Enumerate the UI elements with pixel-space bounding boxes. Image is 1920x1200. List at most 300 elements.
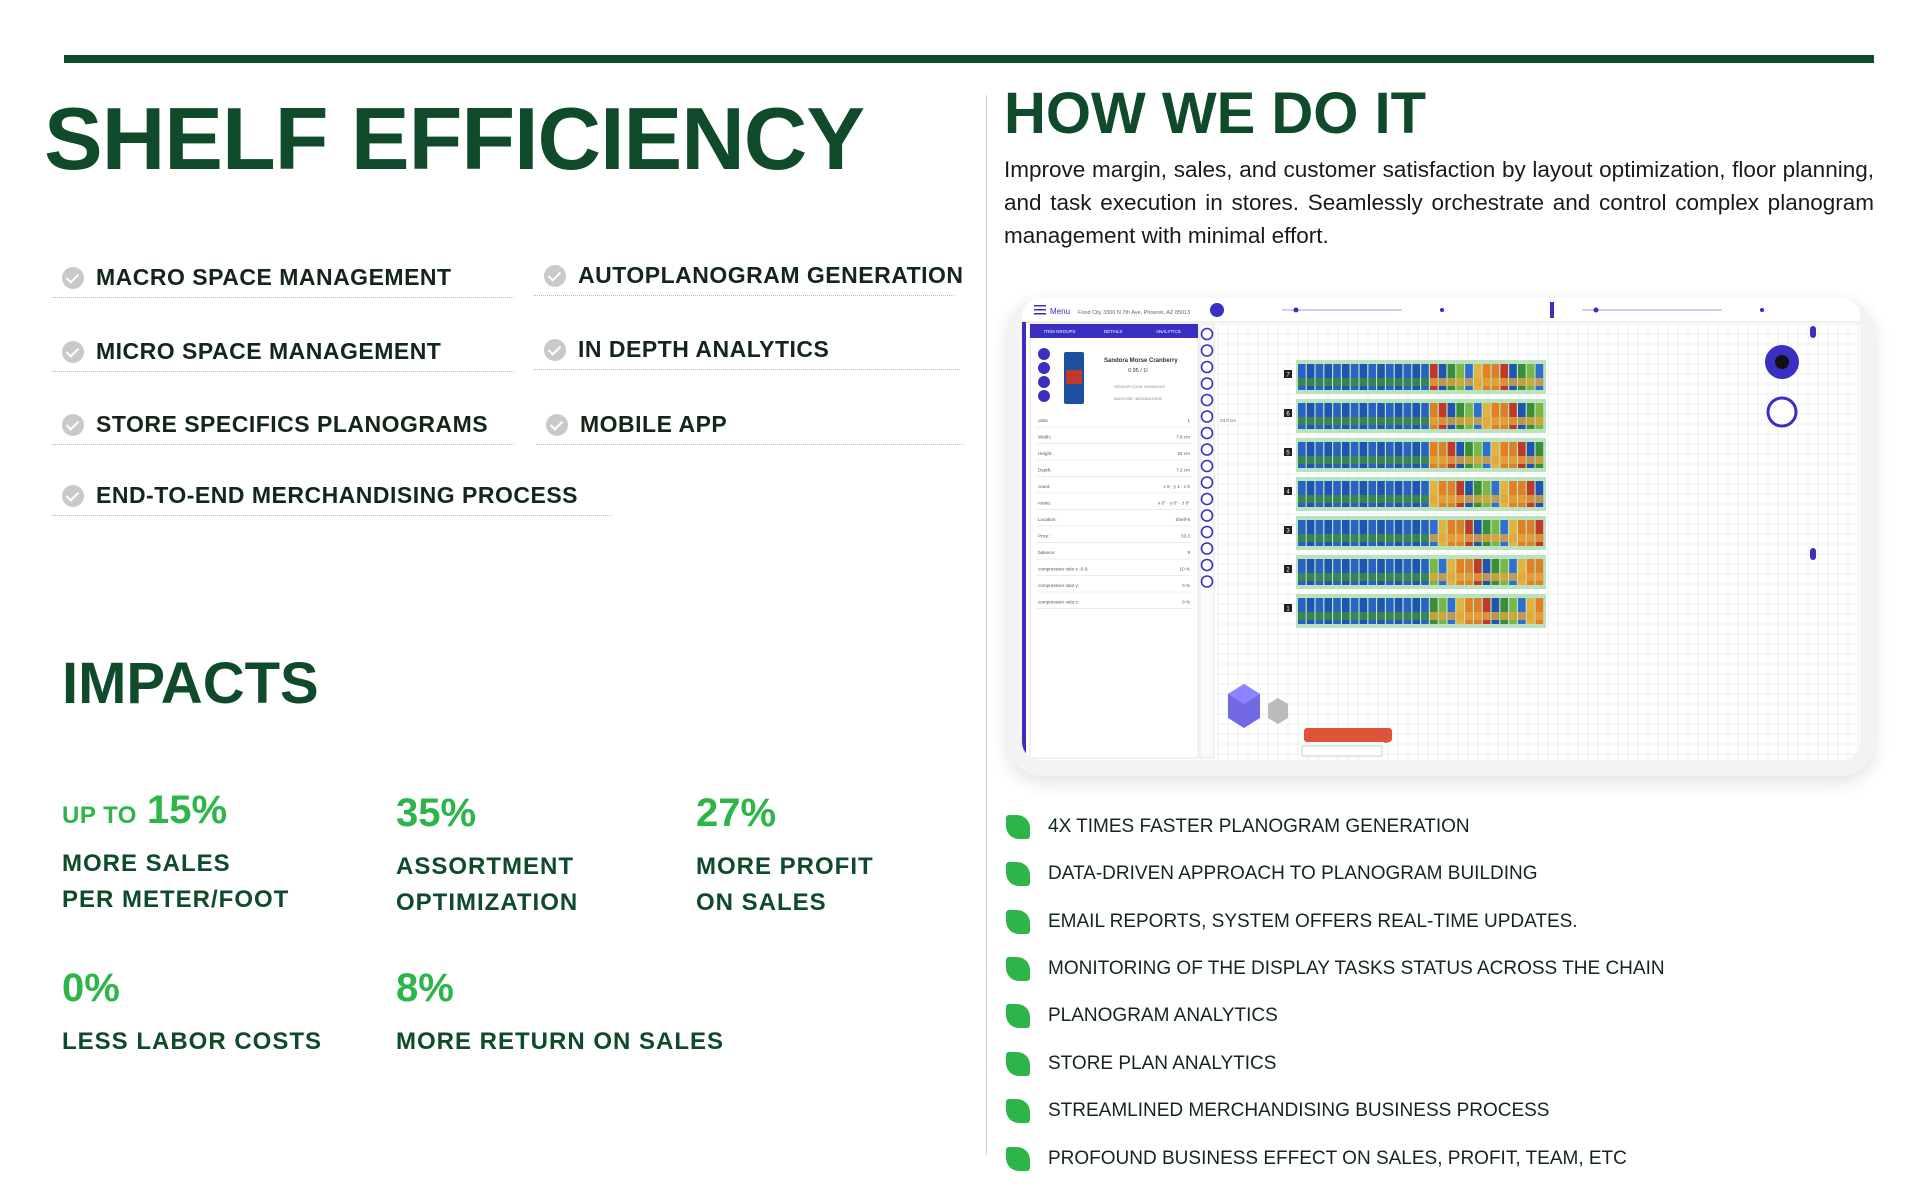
benefit-label: DATA-DRIVEN APPROACH TO PLANOGRAM BUILDING bbox=[1048, 863, 1538, 884]
leaf-bullet-icon bbox=[1006, 1052, 1030, 1076]
product-facing bbox=[1404, 442, 1412, 468]
benefit-item bbox=[1006, 859, 1538, 889]
product-facing bbox=[1430, 520, 1438, 546]
store-address: Food City 3300 N 7th Ave, Phoenix, AZ 85013 bbox=[1078, 310, 1191, 316]
product-label bbox=[1456, 612, 1464, 620]
product-label bbox=[1360, 378, 1368, 386]
product-facing bbox=[1536, 442, 1544, 468]
product-label bbox=[1316, 417, 1324, 425]
check-circle-icon bbox=[62, 341, 84, 363]
product-label bbox=[1500, 573, 1508, 581]
product-label bbox=[1333, 456, 1341, 464]
feature-end-to-end bbox=[52, 476, 612, 516]
product-facing bbox=[1360, 403, 1368, 429]
zoom-slider-thumb bbox=[1594, 308, 1599, 313]
product-facing bbox=[1368, 559, 1376, 585]
property-value: 0 % bbox=[1182, 599, 1190, 605]
product-facing bbox=[1395, 520, 1403, 546]
product-facing bbox=[1527, 520, 1535, 546]
product-label bbox=[1492, 378, 1500, 386]
product-facing bbox=[1492, 559, 1500, 585]
product-facing bbox=[1395, 559, 1403, 585]
product-facing bbox=[1324, 481, 1332, 507]
benefit-item bbox=[1006, 1144, 1627, 1174]
product-label bbox=[1483, 534, 1491, 542]
product-label bbox=[1456, 573, 1464, 581]
product-label bbox=[1527, 573, 1535, 581]
product-facing bbox=[1439, 403, 1447, 429]
impact-value bbox=[396, 793, 578, 833]
property-value: 0 % bbox=[1182, 583, 1190, 588]
tool-icon bbox=[1202, 560, 1213, 571]
product-label bbox=[1342, 417, 1350, 425]
product-facing bbox=[1360, 442, 1368, 468]
leaf-bullet-icon bbox=[1006, 1099, 1030, 1123]
impact-value bbox=[696, 793, 874, 833]
product-facing bbox=[1465, 598, 1473, 624]
product-facing bbox=[1316, 403, 1324, 429]
product-facing bbox=[1316, 598, 1324, 624]
impact-label-line: PER METER/FOOT bbox=[62, 886, 290, 913]
toolbar-divider bbox=[1550, 302, 1554, 318]
product-facing bbox=[1448, 481, 1456, 507]
product-label bbox=[1518, 612, 1526, 620]
feature-label: IN DEPTH ANALYTICS bbox=[578, 336, 830, 362]
tool-icon bbox=[1202, 378, 1213, 389]
product-facing bbox=[1518, 364, 1526, 390]
impact-label bbox=[396, 1024, 724, 1060]
product-label bbox=[1448, 534, 1456, 542]
product-facing bbox=[1430, 403, 1438, 429]
product-facing bbox=[1360, 520, 1368, 546]
product-label bbox=[1421, 456, 1429, 464]
vertical-divider bbox=[986, 95, 987, 1155]
product-facing bbox=[1474, 481, 1482, 507]
product-facing bbox=[1509, 559, 1517, 585]
product-facing bbox=[1439, 481, 1447, 507]
product-facing bbox=[1360, 598, 1368, 624]
impact-profit bbox=[696, 793, 874, 921]
product-facing bbox=[1500, 442, 1508, 468]
product-label bbox=[1324, 573, 1332, 581]
bottom-action-bar[interactable] bbox=[1302, 728, 1392, 756]
product-label bbox=[1404, 534, 1412, 542]
product-facing bbox=[1386, 403, 1394, 429]
product-facing bbox=[1500, 481, 1508, 507]
product-facing bbox=[1324, 442, 1332, 468]
product-facing bbox=[1316, 364, 1324, 390]
tab-item-groups[interactable]: ITEM GROUPS bbox=[1044, 329, 1076, 334]
product-label bbox=[1474, 417, 1482, 425]
product-label bbox=[1492, 573, 1500, 581]
tool-icon bbox=[1202, 411, 1213, 422]
tool-icon bbox=[1202, 527, 1213, 538]
product-label bbox=[1333, 573, 1341, 581]
shelf-number: 7 bbox=[1286, 372, 1290, 379]
product-label bbox=[1368, 378, 1376, 386]
product-facing bbox=[1316, 520, 1324, 546]
product-facing bbox=[1527, 598, 1535, 624]
product-label bbox=[1421, 417, 1429, 425]
product-label bbox=[1404, 612, 1412, 620]
product-label bbox=[1430, 573, 1438, 581]
product-facing bbox=[1474, 559, 1482, 585]
product-facing bbox=[1377, 559, 1385, 585]
product-facing bbox=[1518, 559, 1526, 585]
product-label bbox=[1492, 612, 1500, 620]
product-label bbox=[1474, 534, 1482, 542]
product-facing bbox=[1474, 364, 1482, 390]
product-facing bbox=[1333, 364, 1341, 390]
tool-strip[interactable] bbox=[1200, 324, 1214, 758]
product-label bbox=[1412, 573, 1420, 581]
benefit-item bbox=[1006, 1001, 1278, 1031]
panel-tool-icon bbox=[1038, 390, 1050, 402]
product-facing bbox=[1430, 559, 1438, 585]
product-label bbox=[1518, 378, 1526, 386]
product-facing bbox=[1430, 442, 1438, 468]
feature-store-specifics bbox=[52, 405, 514, 445]
product-facing bbox=[1298, 364, 1306, 390]
product-label bbox=[1421, 612, 1429, 620]
product-label bbox=[1509, 612, 1517, 620]
product-label bbox=[1474, 495, 1482, 503]
product-facing bbox=[1421, 442, 1429, 468]
property-key: count: bbox=[1038, 484, 1051, 489]
product-facing bbox=[1492, 442, 1500, 468]
property-key: Height: bbox=[1038, 451, 1053, 456]
feature-label: END-TO-END MERCHANDISING PROCESS bbox=[96, 482, 578, 508]
product-label bbox=[1316, 495, 1324, 503]
product-label bbox=[1456, 534, 1464, 542]
leaf-bullet-icon bbox=[1006, 910, 1030, 934]
product-facing bbox=[1395, 403, 1403, 429]
product-facing bbox=[1456, 481, 1464, 507]
product-label bbox=[1483, 456, 1491, 464]
product-facing bbox=[1430, 481, 1438, 507]
product-facing bbox=[1316, 481, 1324, 507]
product-facing bbox=[1527, 559, 1535, 585]
shelf-number: 1 bbox=[1286, 606, 1290, 613]
product-label bbox=[1483, 573, 1491, 581]
product-label bbox=[1351, 495, 1359, 503]
product-facing bbox=[1351, 403, 1359, 429]
user-avatar-icon[interactable] bbox=[1210, 303, 1224, 317]
product-label bbox=[1377, 456, 1385, 464]
product-label bbox=[1386, 495, 1394, 503]
product-label bbox=[1465, 456, 1473, 464]
impact-value bbox=[62, 790, 289, 830]
product-facing bbox=[1360, 481, 1368, 507]
product-facing bbox=[1421, 559, 1429, 585]
tool-icon bbox=[1202, 329, 1213, 340]
product-label bbox=[1509, 417, 1517, 425]
property-key: Price: bbox=[1038, 533, 1050, 539]
product-label bbox=[1430, 456, 1438, 464]
tab-details[interactable]: DETAILS bbox=[1104, 329, 1123, 334]
product-label bbox=[1456, 417, 1464, 425]
product-label bbox=[1386, 612, 1394, 620]
tool-icon bbox=[1202, 428, 1213, 439]
product-facing bbox=[1456, 559, 1464, 585]
product-label bbox=[1395, 534, 1403, 542]
product-facing bbox=[1448, 598, 1456, 624]
impact-percent: 8% bbox=[396, 966, 454, 1010]
product-facing bbox=[1439, 559, 1447, 585]
tool-icon bbox=[1202, 395, 1213, 406]
product-label bbox=[1439, 612, 1447, 620]
product-label bbox=[1421, 534, 1429, 542]
product-facing bbox=[1456, 520, 1464, 546]
tool-icon bbox=[1202, 477, 1213, 488]
product-facing bbox=[1518, 442, 1526, 468]
product-label bbox=[1448, 495, 1456, 503]
product-label bbox=[1360, 456, 1368, 464]
product-facing bbox=[1509, 403, 1517, 429]
impact-label bbox=[62, 1024, 322, 1060]
product-label bbox=[1500, 534, 1508, 542]
panel-tool-icon bbox=[1038, 362, 1050, 374]
product-label bbox=[1342, 612, 1350, 620]
product-label bbox=[1483, 495, 1491, 503]
tool-icon bbox=[1202, 576, 1213, 587]
product-label bbox=[1307, 573, 1315, 581]
product-label bbox=[1298, 534, 1306, 542]
product-facing bbox=[1412, 403, 1420, 429]
product-facing bbox=[1404, 364, 1412, 390]
product-facing bbox=[1509, 442, 1517, 468]
feature-label: AUTOPLANOGRAM GENERATION bbox=[578, 262, 964, 288]
product-facing bbox=[1377, 598, 1385, 624]
product-facing bbox=[1456, 403, 1464, 429]
product-facing bbox=[1500, 364, 1508, 390]
product-label bbox=[1527, 378, 1535, 386]
product-label bbox=[1342, 534, 1350, 542]
product-label bbox=[1483, 378, 1491, 386]
product-facing bbox=[1368, 364, 1376, 390]
impact-percent: 27% bbox=[696, 791, 777, 835]
product-facing bbox=[1298, 598, 1306, 624]
product-facing bbox=[1307, 442, 1315, 468]
product-label bbox=[1536, 612, 1544, 620]
product-label bbox=[1536, 456, 1544, 464]
product-label bbox=[1342, 495, 1350, 503]
product-facing bbox=[1324, 403, 1332, 429]
product-label bbox=[1307, 456, 1315, 464]
product-facing bbox=[1412, 481, 1420, 507]
product-label bbox=[1386, 456, 1394, 464]
product-label bbox=[1421, 378, 1429, 386]
product-label bbox=[1518, 534, 1526, 542]
impacts-title: IMPACTS bbox=[62, 651, 319, 716]
property-value: 1 bbox=[1187, 418, 1190, 423]
product-label bbox=[1298, 495, 1306, 503]
product-facing bbox=[1298, 520, 1306, 546]
product-label bbox=[1465, 573, 1473, 581]
product-label bbox=[1536, 417, 1544, 425]
leaf-bullet-icon bbox=[1006, 1147, 1030, 1171]
impact-label-line: MORE PROFIT bbox=[696, 853, 874, 880]
product-label bbox=[1509, 378, 1517, 386]
product-label bbox=[1465, 378, 1473, 386]
product-label bbox=[1377, 612, 1385, 620]
impact-label-line: ON SALES bbox=[696, 889, 827, 916]
product-facing bbox=[1307, 598, 1315, 624]
product-facing bbox=[1518, 403, 1526, 429]
product-label bbox=[1439, 378, 1447, 386]
product-label bbox=[1386, 534, 1394, 542]
planogram-shelves[interactable] bbox=[1284, 360, 1546, 628]
product-facing bbox=[1465, 403, 1473, 429]
product-facing bbox=[1421, 403, 1429, 429]
product-label bbox=[1439, 573, 1447, 581]
product-facing bbox=[1342, 364, 1350, 390]
product-facing bbox=[1492, 403, 1500, 429]
benefit-label: PROFOUND BUSINESS EFFECT ON SALES, PROFIT, TEAM, ETC bbox=[1048, 1148, 1627, 1169]
product-facing bbox=[1368, 481, 1376, 507]
property-value: 7.8 cm bbox=[1176, 434, 1190, 440]
product-facing bbox=[1439, 520, 1447, 546]
product-facing bbox=[1342, 559, 1350, 585]
menu-label[interactable]: Menu bbox=[1050, 307, 1071, 316]
product-facing bbox=[1324, 520, 1332, 546]
product-facing bbox=[1536, 559, 1544, 585]
property-key: Width: bbox=[1038, 434, 1052, 440]
impact-value bbox=[396, 968, 724, 1008]
shelf-number: 5 bbox=[1286, 450, 1290, 457]
product-facing bbox=[1298, 481, 1306, 507]
tab-analytics[interactable]: ANALYTICS bbox=[1156, 329, 1181, 334]
product-label bbox=[1368, 573, 1376, 581]
impact-prefix: UP TO bbox=[62, 802, 137, 829]
property-value: 9 bbox=[1187, 550, 1190, 555]
property-value: 10 % bbox=[1179, 566, 1190, 572]
product-facing bbox=[1395, 442, 1403, 468]
product-facing bbox=[1527, 364, 1535, 390]
product-facing bbox=[1360, 559, 1368, 585]
leaf-bullet-icon bbox=[1006, 815, 1030, 839]
product-facing bbox=[1474, 520, 1482, 546]
product-facing bbox=[1351, 442, 1359, 468]
product-label bbox=[1360, 534, 1368, 542]
product-label bbox=[1483, 417, 1491, 425]
product-facing bbox=[1448, 559, 1456, 585]
product-facing bbox=[1333, 520, 1341, 546]
product-label bbox=[1448, 612, 1456, 620]
tool-icon bbox=[1202, 461, 1213, 472]
product-facing bbox=[1351, 598, 1359, 624]
product-label bbox=[1518, 456, 1526, 464]
product-label bbox=[1430, 417, 1438, 425]
product-label bbox=[1368, 417, 1376, 425]
property-value: x 0° · y 0° · z 0° bbox=[1157, 500, 1190, 506]
product-label bbox=[1377, 534, 1385, 542]
feature-macro-space bbox=[52, 258, 514, 298]
product-label bbox=[1333, 495, 1341, 503]
impact-label-line: MORE RETURN ON SALES bbox=[396, 1028, 725, 1055]
product-facing bbox=[1307, 481, 1315, 507]
check-circle-icon bbox=[62, 414, 84, 436]
product-facing bbox=[1536, 598, 1544, 624]
product-label bbox=[1527, 456, 1535, 464]
product-label bbox=[1342, 456, 1350, 464]
product-label bbox=[1536, 495, 1544, 503]
product-facing bbox=[1439, 364, 1447, 390]
product-facing bbox=[1316, 442, 1324, 468]
check-circle-icon bbox=[62, 267, 84, 289]
product-label bbox=[1316, 612, 1324, 620]
impact-label-line: OPTIMIZATION bbox=[396, 889, 579, 916]
product-label bbox=[1439, 417, 1447, 425]
product-facing bbox=[1342, 481, 1350, 507]
feature-in-depth-analytics bbox=[534, 330, 960, 370]
product-label bbox=[1500, 495, 1508, 503]
product-label bbox=[1492, 534, 1500, 542]
product-facing bbox=[1518, 598, 1526, 624]
product-label bbox=[1404, 495, 1412, 503]
product-label bbox=[1527, 417, 1535, 425]
product-label bbox=[1298, 417, 1306, 425]
product-label bbox=[1500, 612, 1508, 620]
dimension-label: 24.0 cm bbox=[1220, 418, 1237, 423]
product-label bbox=[1368, 612, 1376, 620]
product-label bbox=[1465, 612, 1473, 620]
product-label bbox=[1368, 534, 1376, 542]
product-facing bbox=[1386, 364, 1394, 390]
product-facing bbox=[1465, 520, 1473, 546]
product-facing bbox=[1342, 520, 1350, 546]
tool-icon bbox=[1202, 345, 1213, 356]
product-label bbox=[1474, 378, 1482, 386]
product-label bbox=[1333, 378, 1341, 386]
product-label bbox=[1351, 534, 1359, 542]
property-value: 24 cm bbox=[1177, 451, 1190, 456]
menu-icon[interactable] bbox=[1034, 305, 1046, 315]
product-label bbox=[1500, 378, 1508, 386]
product-facing bbox=[1307, 559, 1315, 585]
product-label bbox=[1324, 495, 1332, 503]
property-key: units bbox=[1038, 418, 1048, 423]
product-facing bbox=[1421, 481, 1429, 507]
refresh-icon bbox=[1760, 308, 1764, 312]
product-label bbox=[1536, 534, 1544, 542]
product-label bbox=[1368, 495, 1376, 503]
impact-label-line: MORE SALES bbox=[62, 850, 231, 877]
product-facing bbox=[1351, 520, 1359, 546]
product-label bbox=[1439, 495, 1447, 503]
product-facing bbox=[1342, 403, 1350, 429]
benefit-item bbox=[1006, 1049, 1276, 1079]
product-facing bbox=[1536, 403, 1544, 429]
property-key: Location: bbox=[1038, 517, 1057, 522]
product-label bbox=[1500, 417, 1508, 425]
product-label bbox=[1307, 534, 1315, 542]
product-label bbox=[1351, 573, 1359, 581]
shelf-number: 6 bbox=[1286, 411, 1290, 418]
product-label bbox=[1509, 534, 1517, 542]
product-facing bbox=[1509, 598, 1517, 624]
product-facing bbox=[1386, 598, 1394, 624]
feature-label: MOBILE APP bbox=[580, 411, 728, 437]
property-key: balance: bbox=[1038, 550, 1056, 555]
product-label bbox=[1412, 456, 1420, 464]
product-label bbox=[1430, 612, 1438, 620]
product-facing bbox=[1368, 520, 1376, 546]
product-label bbox=[1474, 456, 1482, 464]
product-facing bbox=[1448, 520, 1456, 546]
product-label bbox=[1421, 495, 1429, 503]
product-label bbox=[1324, 378, 1332, 386]
